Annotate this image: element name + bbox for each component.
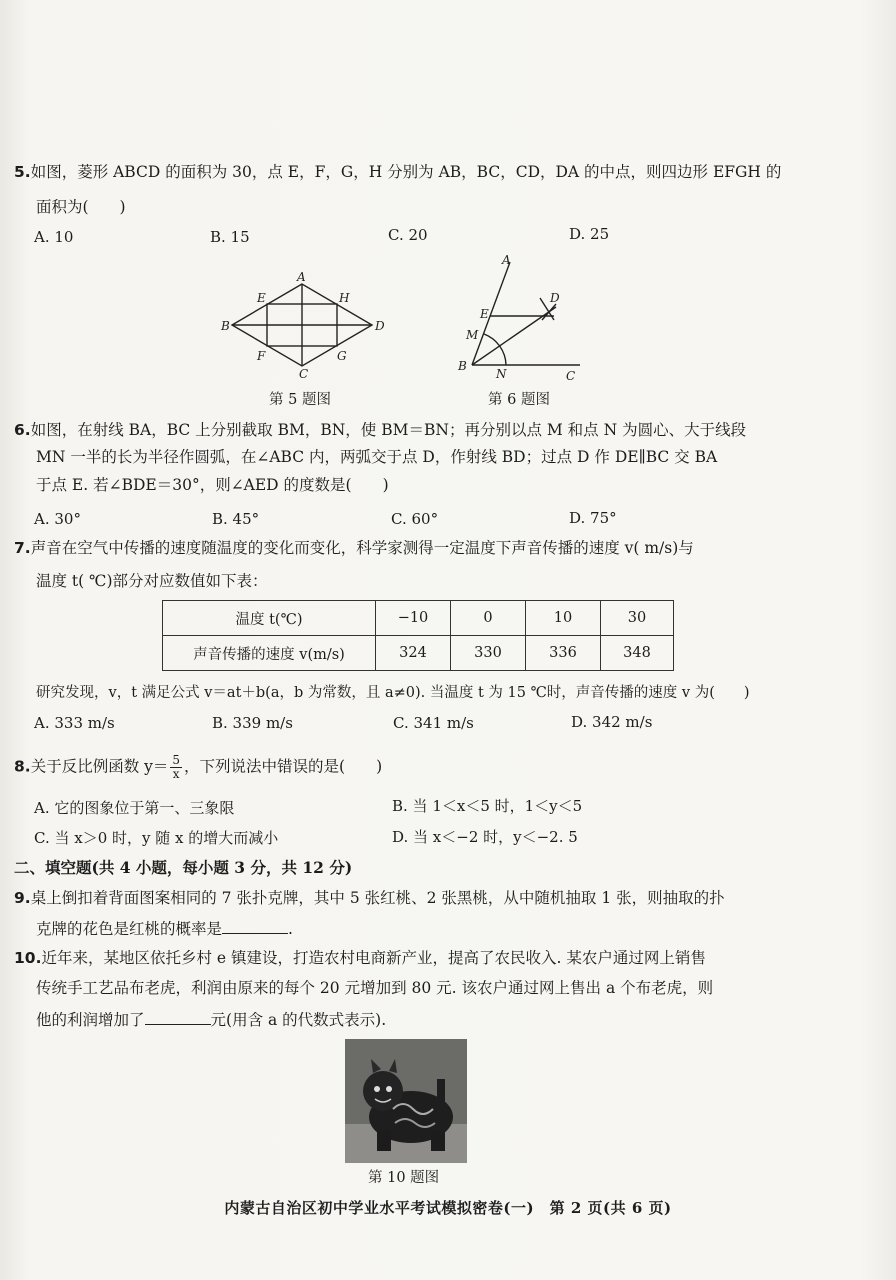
table-cell: −10	[376, 601, 451, 636]
label-a: A	[297, 270, 306, 284]
label-f: F	[257, 349, 266, 363]
label-b: B	[221, 319, 230, 333]
q9-line1	[14, 887, 725, 909]
q5-number: 5.	[14, 163, 31, 181]
q5-option-d: D. 25	[569, 225, 610, 243]
q8-option-c: C. 当 x＞0 时，y 随 x 的增大而减小	[34, 829, 279, 847]
label-g: G	[337, 349, 347, 363]
q8-option-b: B. 当 1＜x＜5 时，1＜y＜5	[392, 797, 583, 815]
q6-text-2: MN 一半的长为半径作圆弧，在∠ABC 内，两弧交于点 D，作射线 BD；过点 D 作 DE∥BC 交 BA	[36, 448, 718, 466]
fraction-denominator: x	[172, 767, 180, 781]
q7-text-2: 温度 t( ℃)部分对应数值如下表：	[36, 572, 268, 590]
q5-option-a: A. 10	[34, 228, 74, 246]
q10-line3	[36, 1008, 386, 1031]
arc-from-n	[542, 304, 556, 320]
table-cell: 324	[376, 636, 451, 671]
label-d: D	[375, 319, 385, 333]
q5-option-b: B. 15	[210, 228, 250, 246]
figure-10-photo	[345, 1039, 467, 1163]
q5-line1	[14, 161, 781, 183]
table-cell: 348	[601, 636, 674, 671]
label-c: C	[299, 367, 309, 378]
q5-text-1: 如图，菱形 ABCD 的面积为 30，点 E，F，G，H 分别为 AB，BC，CD，DA 的中点，则四边形 EFGH 的	[30, 163, 782, 181]
q6-text-1: 如图，在射线 BA，BC 上分别截取 BM，BN，使 BM＝BN；再分别以点 M 和点 N 为圆心、大于线段	[30, 421, 747, 439]
q9-text-1: 桌上倒扣着背面图案相同的 7 张扑克牌，其中 5 张红桃、2 张黑桃，从中随机抽取 1 张，则抽取的扑	[30, 889, 725, 907]
q6-line1	[14, 419, 746, 441]
table-cell: 10	[526, 601, 601, 636]
fraction	[170, 754, 182, 781]
table-cell: 330	[451, 636, 526, 671]
q7-text-3: 研究发现，v，t 满足公式 v＝at＋b(a，b 为常数，且 a≠0). 当温度 t 为 15 ℃时，声音传播的速度 v 为( )	[36, 685, 750, 701]
table-row	[163, 601, 674, 636]
q10-text-3: 他的利润增加了	[36, 1011, 145, 1029]
q9-text-2: 克牌的花色是红桃的概率是	[36, 920, 223, 938]
q10-number: 10.	[14, 949, 42, 967]
q8-prefix: 关于反比例函数 y＝	[30, 757, 169, 776]
cloth-tiger-image	[345, 1039, 467, 1163]
label-a: A	[502, 253, 511, 267]
table-header-temperature: 温度 t(℃)	[163, 601, 376, 636]
q7-text-1: 声音在空气中传播的速度随温度的变化而变化，科学家测得一定温度下声音传播的速度 v( m/s)与	[30, 539, 694, 557]
q9-answer-blank[interactable]	[222, 917, 288, 934]
label-e: E	[257, 291, 266, 305]
q7-line1	[14, 537, 694, 559]
label-m: M	[466, 328, 479, 342]
q9-line2	[36, 917, 293, 940]
figure-5-caption: 第 5 题图	[269, 392, 331, 408]
table-cell: 336	[526, 636, 601, 671]
label-b: B	[458, 359, 467, 373]
label-n: N	[496, 367, 507, 381]
q10-text-1: 近年来，某地区依托乡村 e 镇建设，打造农村电商新产业，提高了农民收入. 某农户通过网上销售	[41, 949, 706, 967]
section-heading-fill-in: 二、填空题(共 4 小题，每小题 3 分，共 12 分)	[14, 858, 353, 877]
q6-option-b: B. 45°	[212, 510, 260, 528]
q6-number: 6.	[14, 421, 31, 439]
page-footer: 内蒙古自治区初中学业水平考试模拟密卷(一) 第 2 页(共 6 页)	[224, 1199, 672, 1217]
q7-option-b: B. 339 m/s	[212, 714, 293, 732]
table-cell: 30	[601, 601, 674, 636]
table-cell: 0	[451, 601, 526, 636]
q10-answer-blank[interactable]	[145, 1008, 211, 1025]
q10-text-4: 元(用含 a 的代数式表示).	[210, 1011, 387, 1029]
q10-text-2: 传统手工艺品布老虎，利润由原来的每个 20 元增加到 80 元. 该农户通过网上售出 a 个布老虎，则	[36, 979, 714, 997]
figure-6-caption: 第 6 题图	[488, 392, 550, 408]
q6-option-a: A. 30°	[34, 510, 81, 528]
label-d: D	[550, 291, 560, 305]
figure-6-construction	[450, 252, 590, 382]
table-row	[163, 636, 674, 671]
label-e: E	[480, 307, 489, 321]
q6-option-c: C. 60°	[391, 510, 439, 528]
q7-option-a: A. 333 m/s	[34, 714, 115, 732]
q10-line1	[14, 947, 706, 969]
q6-option-d: D. 75°	[569, 509, 617, 527]
q9-end: .	[288, 920, 293, 938]
q8-suffix: ，下列说法中错误的是( )	[184, 757, 383, 776]
q5-text-2: 面积为( )	[36, 198, 126, 216]
q5-option-c: C. 20	[388, 226, 428, 244]
q7-option-c: C. 341 m/s	[393, 714, 474, 732]
fraction-numerator: 5	[172, 753, 181, 767]
figure-10-caption: 第 10 题图	[368, 1170, 440, 1186]
q7-data-table	[162, 600, 674, 671]
q7-option-d: D. 342 m/s	[571, 713, 653, 731]
q6-text-3: 于点 E. 若∠BDE＝30°，则∠AED 的度数是( )	[36, 476, 389, 494]
label-h: H	[339, 291, 350, 305]
ray-ba	[472, 262, 510, 365]
q8-line1	[14, 754, 382, 781]
q8-option-d: D. 当 x＜−2 时，y＜−2. 5	[392, 828, 578, 846]
table-header-speed: 声音传播的速度 v(m/s)	[163, 636, 376, 671]
q9-number: 9.	[14, 889, 31, 907]
q8-option-a: A. 它的图象位于第一、三象限	[34, 799, 235, 817]
figure-5-rhombus	[215, 268, 395, 378]
q7-number: 7.	[14, 539, 31, 557]
label-c: C	[566, 369, 576, 382]
q8-number: 8.	[14, 757, 31, 776]
